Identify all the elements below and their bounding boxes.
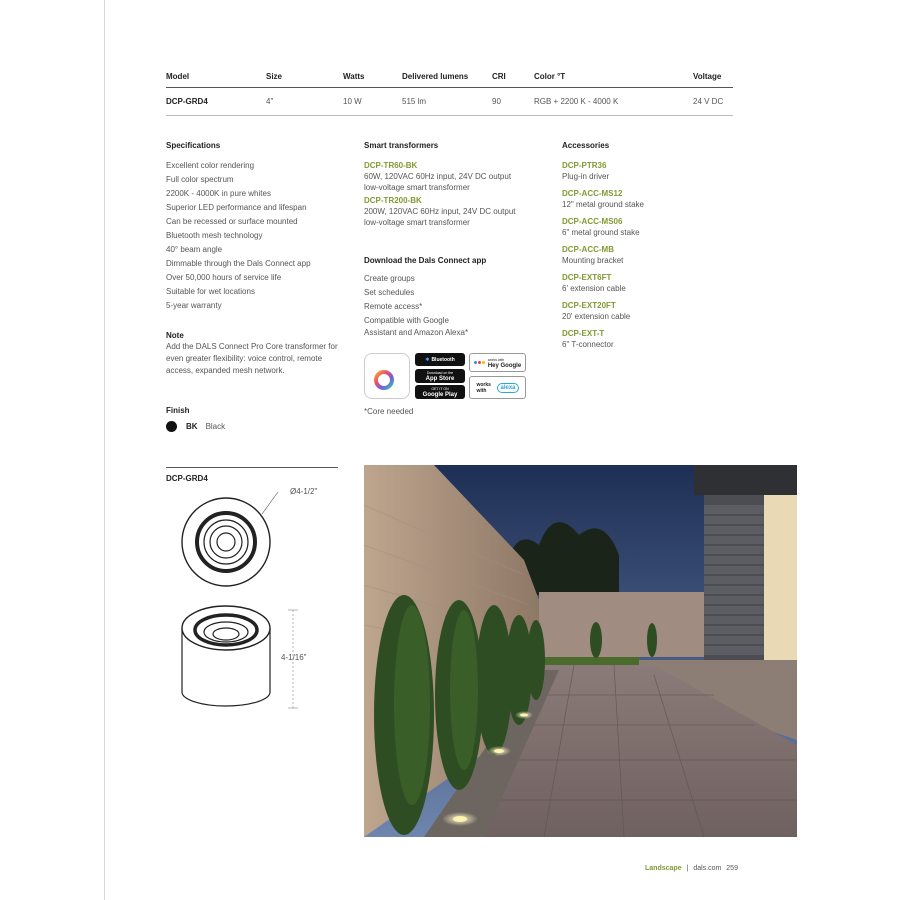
transformer-item bbox=[364, 195, 544, 228]
cell-cri: 90 bbox=[492, 97, 501, 106]
finish-swatch bbox=[166, 421, 177, 432]
col-header-cri: CRI bbox=[492, 72, 506, 81]
transformer-sku: DCP-TR60-BK bbox=[364, 161, 418, 170]
spec-item: Bluetooth mesh technology bbox=[166, 231, 263, 240]
col-header-lumens: Delivered lumens bbox=[402, 72, 469, 81]
cell-color-temp: RGB + 2200 K - 4000 K bbox=[534, 97, 619, 106]
bluetooth-badge bbox=[415, 353, 465, 366]
cell-model: DCP-GRD4 bbox=[166, 97, 208, 106]
note-section bbox=[166, 331, 338, 377]
accessory-item bbox=[562, 216, 734, 238]
bluetooth-label: Bluetooth bbox=[431, 356, 455, 363]
footer-section: Landscape bbox=[645, 865, 682, 872]
fixture-drawing bbox=[166, 480, 346, 720]
col-header-color-temp: Color °T bbox=[534, 72, 566, 81]
works-with-alexa-badge bbox=[469, 376, 526, 399]
app-section bbox=[364, 256, 544, 338]
app-title: Download the Dals Connect app bbox=[364, 256, 487, 265]
accessory-desc: 6" metal ground stake bbox=[562, 228, 640, 237]
app-item: Create groups bbox=[364, 274, 415, 283]
cell-lumens: 515 lm bbox=[402, 97, 427, 106]
spec-item: Superior LED performance and lifespan bbox=[166, 203, 307, 212]
hey-google-label: Hey Google bbox=[487, 362, 522, 369]
google-assistant-icon bbox=[474, 361, 485, 364]
accessory-item bbox=[562, 244, 734, 266]
transformer-item bbox=[364, 160, 544, 193]
table-header-rule bbox=[166, 87, 733, 88]
hey-google-badge bbox=[469, 353, 526, 372]
transformer-desc: low-voltage smart transformer bbox=[364, 218, 470, 227]
col-header-size: Size bbox=[266, 72, 283, 81]
transformer-desc: low-voltage smart transformer bbox=[364, 183, 470, 192]
spec-item: Over 50,000 hours of service life bbox=[166, 273, 282, 282]
bluetooth-icon: ✱ bbox=[425, 356, 430, 363]
transformer-sku: DCP-TR200-BK bbox=[364, 196, 422, 205]
google-play-badge[interactable] bbox=[415, 385, 465, 399]
finish-code: BK bbox=[186, 422, 198, 431]
accessory-sku: DCP-ACC-MS06 bbox=[562, 217, 623, 226]
spec-item: Full color spectrum bbox=[166, 175, 234, 184]
note-text: Add the DALS Connect Pro Core transformer for even greater flexibility: voice control, remote access, expanded mesh network. bbox=[166, 342, 338, 375]
accessory-item bbox=[562, 272, 734, 294]
transformers-title: Smart transformers bbox=[364, 141, 439, 150]
app-item: Compatible with Google bbox=[364, 316, 449, 325]
specifications-title: Specifications bbox=[166, 141, 221, 150]
dals-app-icon[interactable] bbox=[364, 353, 410, 399]
spec-item: 5-year warranty bbox=[166, 301, 222, 310]
accessory-desc: Plug-in driver bbox=[562, 172, 610, 181]
accessory-item bbox=[562, 328, 734, 350]
cell-size: 4" bbox=[266, 97, 274, 106]
finish-title: Finish bbox=[166, 406, 190, 415]
footer-page-number: 259 bbox=[726, 865, 738, 872]
accessory-desc: 12" metal ground stake bbox=[562, 200, 644, 209]
landscape-scene-photo bbox=[364, 465, 797, 837]
finish-name: Black bbox=[205, 422, 226, 431]
accessory-item bbox=[562, 188, 734, 210]
app-store-badge[interactable] bbox=[415, 369, 465, 383]
accessories-section bbox=[562, 141, 734, 356]
accessory-sku: DCP-EXT-T bbox=[562, 329, 605, 338]
page-margin-line bbox=[104, 0, 105, 900]
specifications-section bbox=[166, 141, 346, 313]
table-bottom-rule bbox=[166, 115, 733, 116]
hey-google-small: works with bbox=[487, 357, 505, 362]
diameter-label: Ø4-1/2" bbox=[290, 487, 318, 496]
accessory-sku: DCP-EXT20FT bbox=[562, 301, 616, 310]
cell-voltage: 24 V DC bbox=[693, 97, 724, 106]
transformers-section bbox=[364, 141, 544, 230]
spec-item: 40° beam angle bbox=[166, 245, 223, 254]
accessory-sku: DCP-PTR36 bbox=[562, 161, 607, 170]
accessory-desc: 20' extension cable bbox=[562, 312, 631, 321]
fixture-top-view bbox=[182, 492, 278, 586]
app-store-small: Download on the bbox=[426, 371, 454, 375]
alexa-logo: alexa bbox=[497, 383, 518, 393]
app-footnote: *Core needed bbox=[364, 407, 414, 416]
app-item: Assistant and Amazon Alexa* bbox=[364, 328, 469, 337]
app-store-label: App Store bbox=[425, 376, 455, 382]
footer-separator: | bbox=[686, 865, 689, 872]
accessory-sku: DCP-ACC-MS12 bbox=[562, 189, 623, 198]
google-play-small: GET IT ON bbox=[431, 387, 449, 391]
specifications-list bbox=[166, 159, 346, 313]
accessory-desc: Mounting bracket bbox=[562, 256, 624, 265]
height-label: 4-1/16" bbox=[281, 653, 307, 662]
app-item: Set schedules bbox=[364, 288, 415, 297]
spec-item: Can be recessed or surface mounted bbox=[166, 217, 298, 226]
finish-section bbox=[166, 406, 338, 432]
page-footer bbox=[645, 865, 738, 872]
transformer-desc: 60W, 120VAC 60Hz input, 24V DC output bbox=[364, 172, 512, 181]
col-header-model: Model bbox=[166, 72, 190, 81]
col-header-watts: Watts bbox=[343, 72, 365, 81]
spec-item: Suitable for wet locations bbox=[166, 287, 255, 296]
drawing-rule bbox=[166, 467, 338, 468]
drawing-title: DCP-GRD4 bbox=[166, 474, 208, 483]
accessory-sku: DCP-EXT6FT bbox=[562, 273, 612, 282]
accessories-title: Accessories bbox=[562, 141, 610, 150]
transformer-desc: 200W, 120VAC 60Hz input, 24V DC output bbox=[364, 207, 516, 216]
spec-item: Dimmable through the Dals Connect app bbox=[166, 259, 311, 268]
finish-swatch-row bbox=[166, 421, 338, 432]
accessory-item bbox=[562, 300, 734, 322]
app-item: Remote access* bbox=[364, 302, 423, 311]
accessory-desc: 6" T-connector bbox=[562, 340, 614, 349]
google-play-label: Google Play bbox=[422, 392, 458, 398]
dals-d-logo-icon bbox=[365, 354, 409, 398]
note-title: Note bbox=[166, 331, 184, 340]
accessory-desc: 6' extension cable bbox=[562, 284, 626, 293]
accessory-sku: DCP-ACC-MB bbox=[562, 245, 614, 254]
accessory-item bbox=[562, 160, 734, 182]
works-with-label: works with bbox=[476, 381, 491, 394]
spec-item: 2200K - 4000K in pure whites bbox=[166, 189, 271, 198]
cell-watts: 10 W bbox=[343, 97, 362, 106]
spec-item: Excellent color rendering bbox=[166, 161, 255, 170]
footer-site: dals.com bbox=[693, 865, 722, 872]
col-header-voltage: Voltage bbox=[693, 72, 722, 81]
